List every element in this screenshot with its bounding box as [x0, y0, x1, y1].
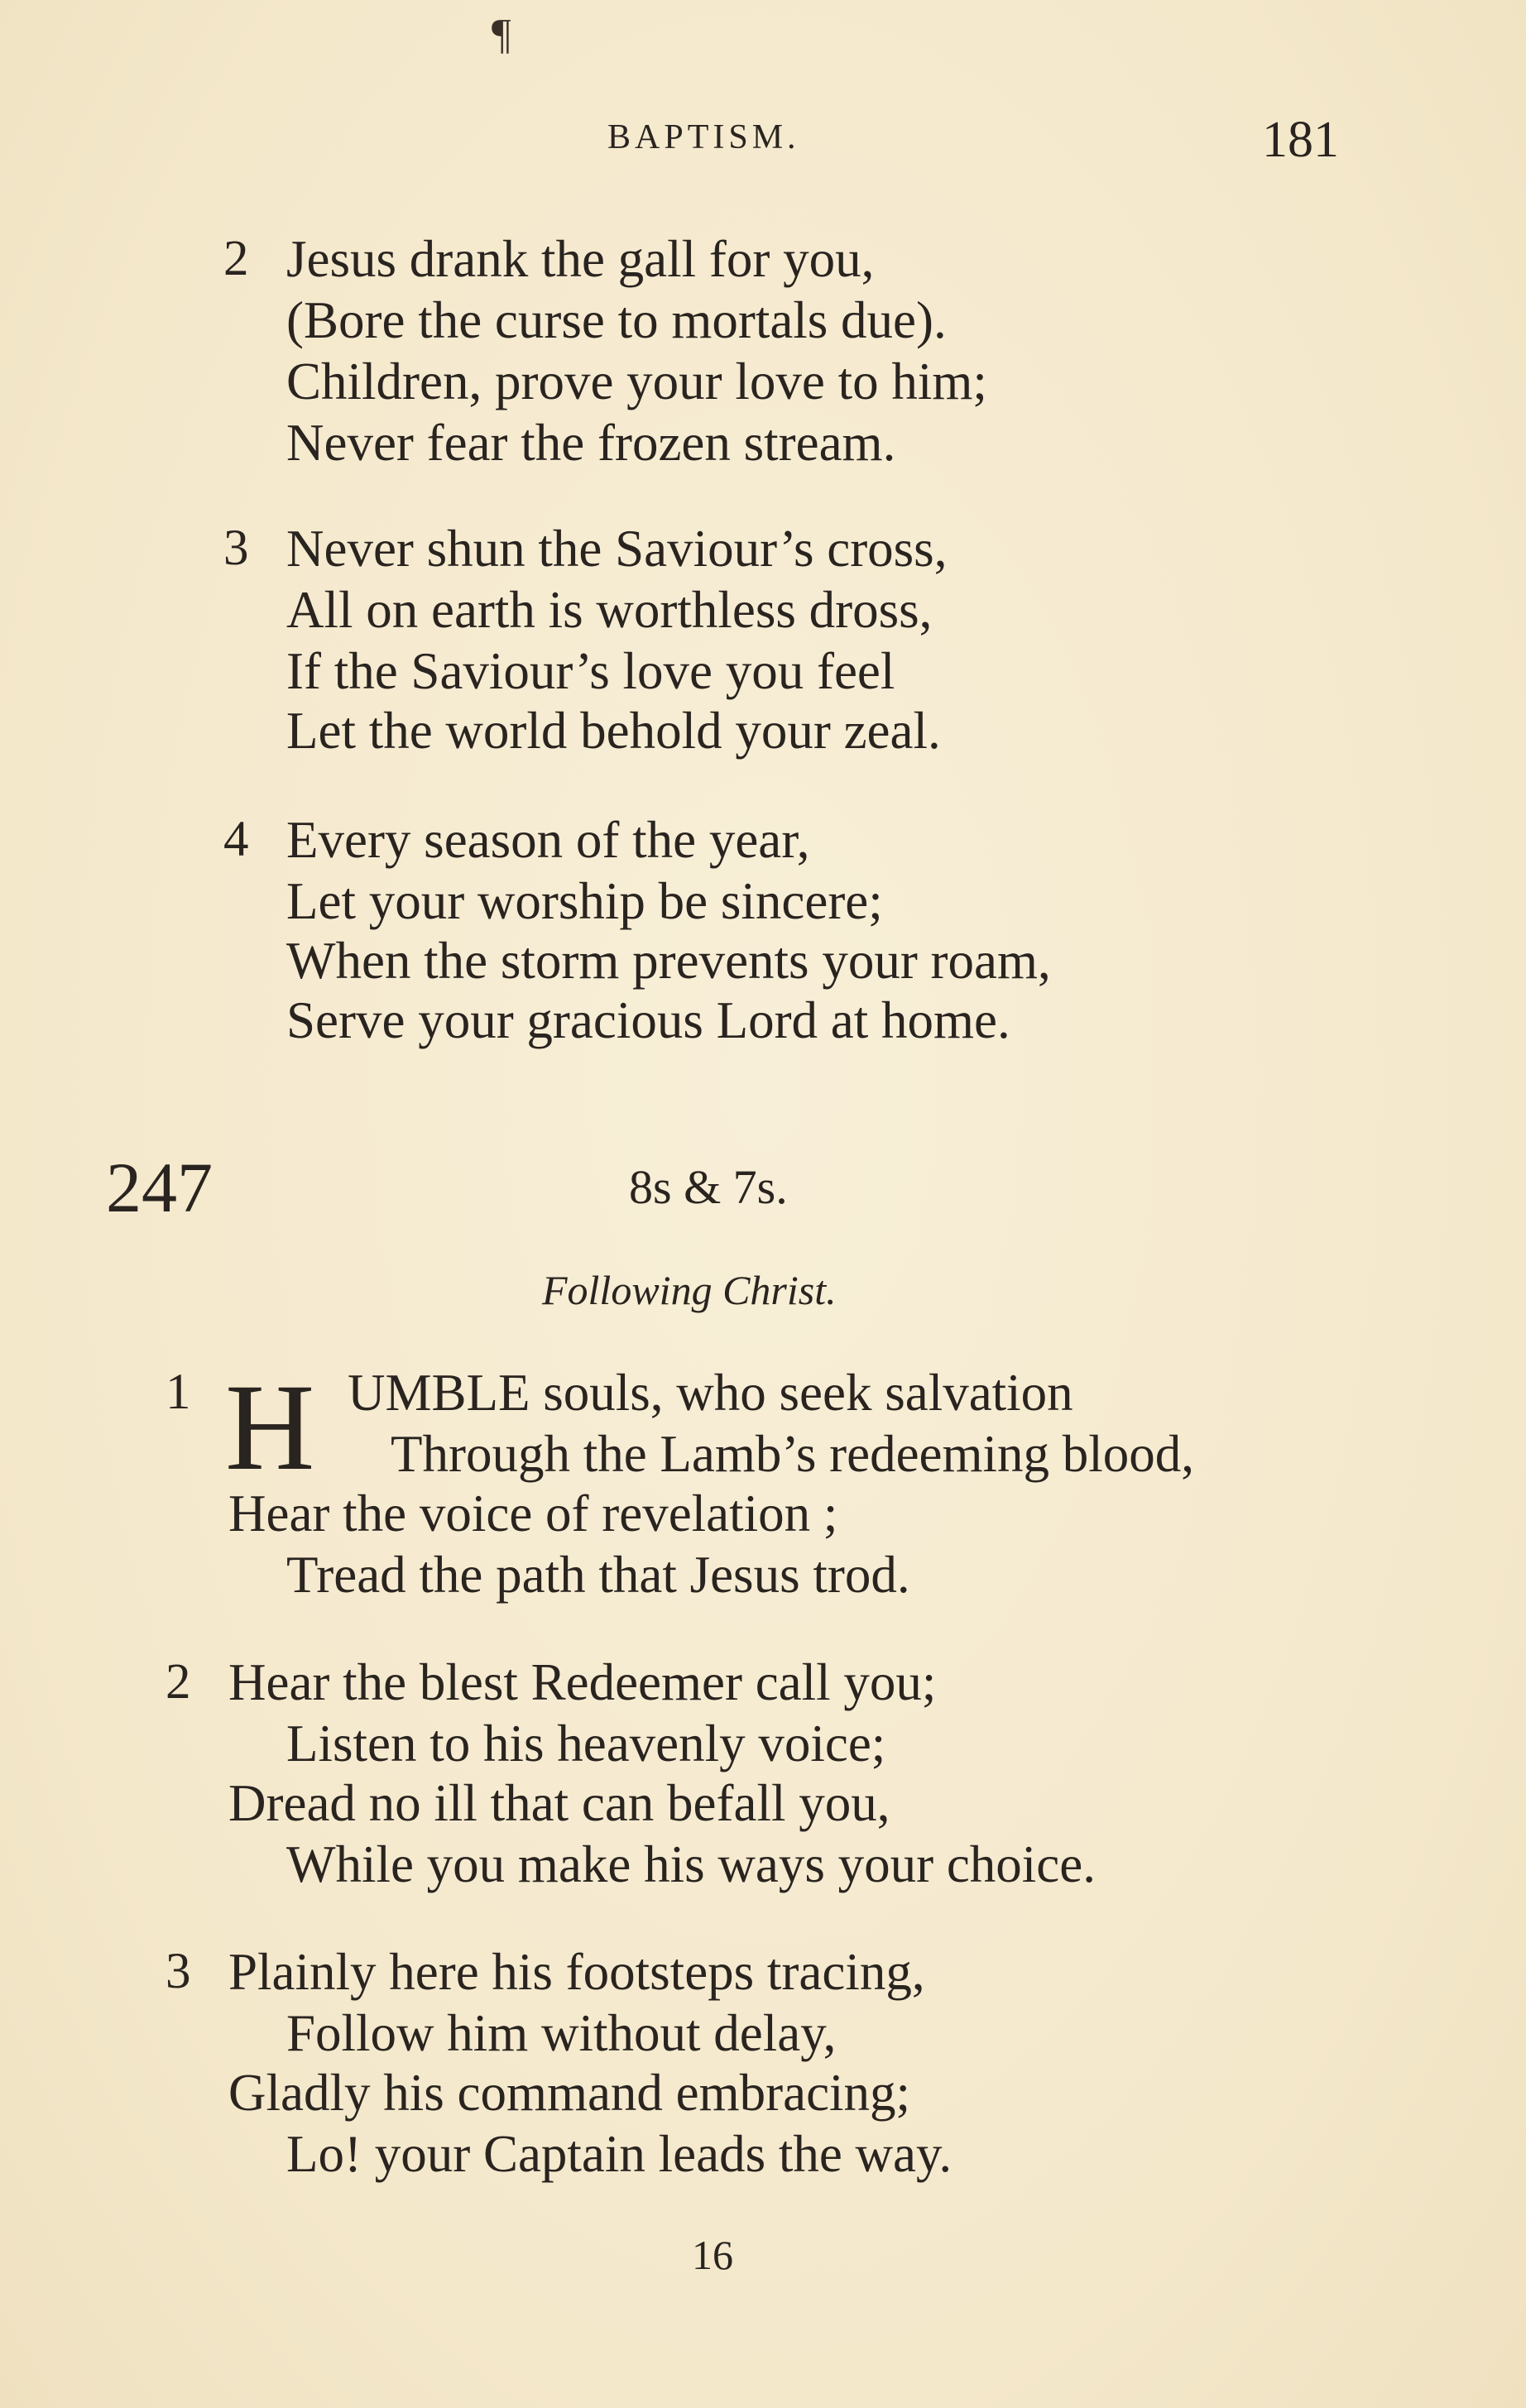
stanza-number: 1 — [166, 1365, 191, 1420]
verse-line: Lo! your Captain leads the way. — [286, 2125, 953, 2183]
verse-line: Let your worship be sincere; — [286, 872, 883, 930]
verse-line: (Bore the curse to mortals due). — [286, 291, 947, 349]
stanza-number: 4 — [223, 812, 249, 867]
stanza-number: 3 — [223, 520, 249, 576]
verse-line: Plainly here his footsteps tracing, — [228, 1943, 925, 2001]
verse-line: Listen to his heavenly voice; — [286, 1715, 886, 1772]
signature-mark: 16 — [692, 2232, 733, 2278]
verse-line: While you make his ways your choice. — [286, 1835, 1096, 1893]
verse-line: Never fear the frozen stream. — [286, 414, 896, 472]
hymn-subtitle: Following Christ. — [542, 1267, 837, 1313]
page-number: 181 — [1262, 112, 1339, 168]
verse-line: Let the world behold your zeal. — [286, 702, 941, 760]
verse-line: Children, prove your love to him; — [286, 353, 987, 410]
stanza-number: 2 — [166, 1654, 191, 1710]
verse-line: Jesus drank the gall for you, — [286, 230, 875, 288]
verse-line: Hear the blest Redeemer call you; — [228, 1653, 937, 1711]
verse-line: When the storm prevents your roam, — [286, 932, 1051, 990]
pilcrow-mark: ¶ — [492, 11, 511, 58]
verse-line: If the Saviour’s love you feel — [286, 642, 895, 700]
drop-cap: H — [225, 1359, 315, 1496]
verse-line: UMBLE souls, who seek salvation — [348, 1364, 1073, 1422]
verse-line: Gladly his command embracing; — [228, 2064, 911, 2122]
stanza-number: 2 — [223, 231, 249, 286]
verse-line: Serve your gracious Lord at home. — [286, 991, 1010, 1049]
verse-line: All on earth is worthless dross, — [286, 581, 933, 639]
verse-line: Tread the path that Jesus trod. — [286, 1546, 910, 1604]
verse-line: Follow him without delay, — [286, 2004, 837, 2062]
verse-line: Never shun the Saviour’s cross, — [286, 520, 948, 578]
verse-line: Through the Lamb’s redeeming blood, — [391, 1425, 1195, 1483]
hymn-meter: 8s & 7s. — [629, 1160, 788, 1214]
hymn-number: 247 — [106, 1148, 213, 1227]
verse-line: Dread no ill that can befall you, — [228, 1774, 890, 1832]
verse-line: Every season of the year, — [286, 811, 810, 869]
running-head: BAPTISM. — [607, 118, 800, 156]
stanza-number: 3 — [166, 1944, 191, 1999]
verse-line: Hear the voice of revelation ; — [228, 1485, 838, 1542]
